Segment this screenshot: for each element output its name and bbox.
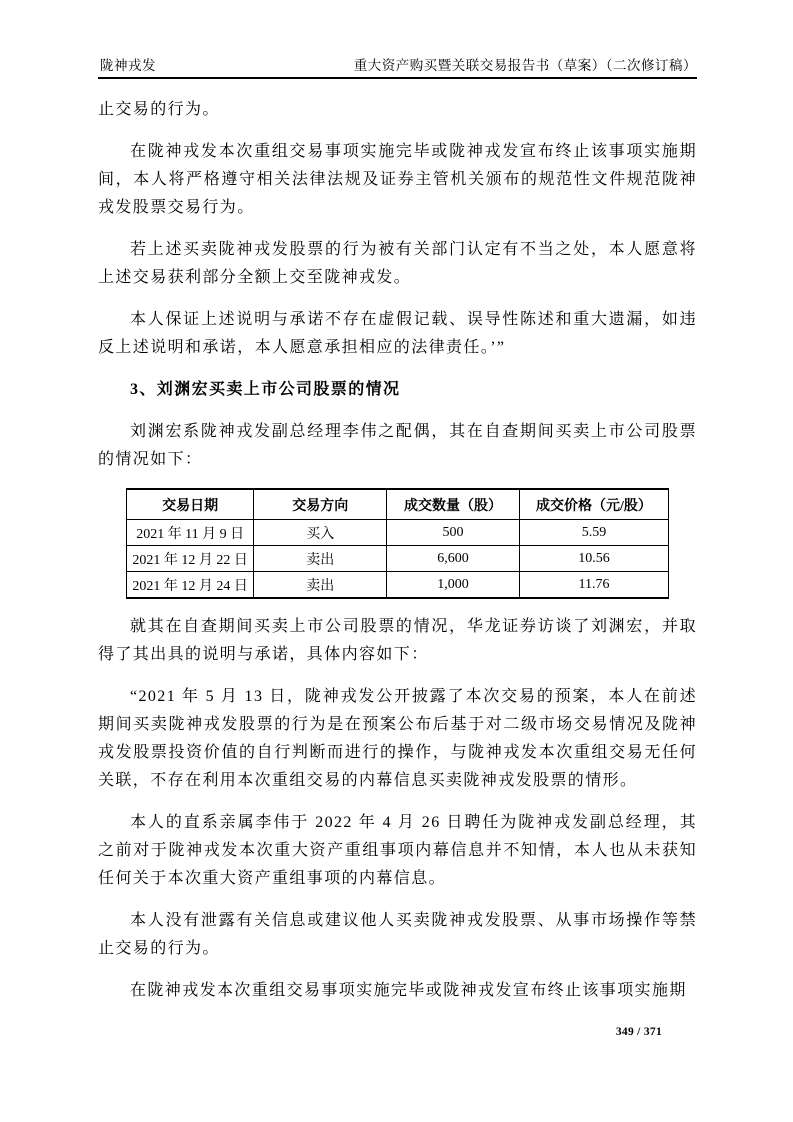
table-header-cell: 成交价格（元/股） xyxy=(519,489,668,520)
paragraph: 本人的直系亲属李伟于 2022 年 4 月 26 日聘任为陇神戎发副总经理，其之前对于陇神戎发本次重大资产重组事项内幕信息并不知情，本人也从未获知任何关于本次重大资产重组事项的内幕信息。 xyxy=(98,814,697,887)
paragraph: 就其在自查期间买卖上市公司股票的情况，华龙证券访谈了刘渊宏，并取得了其出具的说明与承诺，具体内容如下： xyxy=(98,618,697,663)
paragraph: 若上述买卖陇神戎发股票的行为被有关部门认定有不当之处，本人愿意将上述交易获利部分全额上交至陇神戎发。 xyxy=(98,241,697,286)
paragraph: “2021 年 5 月 13 日，陇神戎发公开披露了本次交易的预案，本人在前述期间买卖陇神戎发股票的行为是在预案公布后基于对二级市场交易情况及陇神戎发股票投资价值的自行判断而进行的操作，与陇神戎发本次重组交易无任何关联，不存在利用本次重组交易的内幕信息买卖陇神戎发股票的情形。 xyxy=(98,688,697,789)
table-row xyxy=(127,546,669,572)
header-report-title: 重大资产购买暨关联交易报告书（草案）（二次修订稿） xyxy=(353,58,697,73)
header-divider xyxy=(98,77,697,79)
table-header-cell: 交易日期 xyxy=(127,489,254,520)
page-footer xyxy=(616,1026,662,1038)
table-header-cell: 交易方向 xyxy=(254,489,387,520)
table-cell: 卖出 xyxy=(254,546,387,572)
page-number: 349 / 371 xyxy=(615,1026,662,1038)
header-company-name: 陇神戎发 xyxy=(100,58,156,73)
paragraph: 在陇神戎发本次重组交易事项实施完毕或陇神戎发宣布终止该事项实施期 xyxy=(130,982,687,999)
table-header-row xyxy=(127,489,669,520)
page-header xyxy=(100,54,697,74)
paragraph: 本人保证上述说明与承诺不存在虚假记载、误导性陈述和重大遗漏，如违反上述说明和承诺，本人愿意承担相应的法律责任。’” xyxy=(98,311,697,356)
table-header-cell: 成交数量（股） xyxy=(387,489,520,520)
paragraph: 本人没有泄露有关信息或建议他人买卖陇神戎发股票、从事市场操作等禁止交易的行为。 xyxy=(98,912,697,957)
table-cell: 2021 年 12 月 22 日 xyxy=(127,546,254,572)
table-row xyxy=(127,520,669,546)
table-row xyxy=(127,572,669,599)
table-cell: 10.56 xyxy=(519,546,668,572)
trades-table xyxy=(126,488,669,599)
table-cell: 5.59 xyxy=(519,520,668,546)
paragraph: 刘渊宏系陇神戎发副总经理李伟之配偶，其在自查期间买卖上市公司股票的情况如下： xyxy=(98,423,697,468)
paragraph: 止交易的行为。 xyxy=(98,101,220,118)
table-cell: 6,600 xyxy=(387,546,520,572)
table-cell: 卖出 xyxy=(254,572,387,599)
paragraph: 在陇神戎发本次重组交易事项实施完毕或陇神戎发宣布终止该事项实施期间，本人将严格遵守相关法律法规及证券主管机关颁布的规范性文件规范陇神戎发股票交易行为。 xyxy=(98,143,697,216)
table-cell: 2021 年 11 月 9 日 xyxy=(127,520,254,546)
table-cell: 11.76 xyxy=(519,572,668,599)
section-heading: 3、刘渊宏买卖上市公司股票的情况 xyxy=(130,381,401,398)
table-cell: 买入 xyxy=(254,520,387,546)
document-content xyxy=(98,96,697,1019)
table-cell: 500 xyxy=(387,520,520,546)
table-cell: 2021 年 12 月 24 日 xyxy=(127,572,254,599)
table-cell: 1,000 xyxy=(387,572,520,599)
